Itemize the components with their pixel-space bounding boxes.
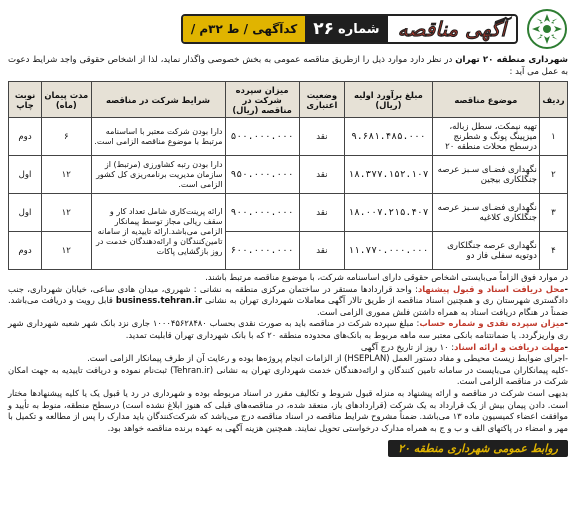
note-6: -کلیه پیمانکاران می‌بایست در سامانه تامین کنندگان و ارائه‌دهندگان خدمت شهرداری تهران به نشانی (Tehran.ir) ثبت‌نام نموده و دریافت تاییدیه به جهت امکان شرکت در مناقصه الزامی است. xyxy=(8,364,568,387)
cell-print: دوم xyxy=(9,118,42,156)
cell-estimate: ۹.۶۸۱.۴۸۵.۰۰۰ xyxy=(345,118,433,156)
cell-condition: ارائه پرینت‌کاری شامل تعداد کار و سقف ریالی مجاز توسط پیمانکار الزامی می‌باشد.ارائه تاییدیه از سامانه تامین‌کنندگان و ارائه‌دهندگان خدمت در روز بازگشایی پاکات xyxy=(91,194,225,270)
cell-credit: نقد xyxy=(299,156,344,194)
notice-number xyxy=(305,16,387,42)
cell-index: ۲ xyxy=(539,156,567,194)
cell-print: دوم xyxy=(9,232,42,270)
note-2 xyxy=(8,284,568,319)
note-3 xyxy=(8,318,568,341)
cell-duration: ۱۲ xyxy=(42,156,91,194)
col-print: نوبت چاپ xyxy=(9,82,42,118)
note-2-text: : واحد قراردادها مستقر در ساختمان مرکزی منطقه به نشانی : شهرری، میدان هادی ساعی، خیابان شهرداری، جنب دادگستری شهرستان ری و همچنین اسناد مناقصه از طریق تالار آگهی معاملات شهرداری تهران به نشانی xyxy=(8,283,568,306)
cell-estimate: ۱۸.۰۰۷.۲۱۵.۴۰۷ xyxy=(345,194,433,232)
table-row xyxy=(9,194,568,232)
bullet-icon: - xyxy=(564,318,568,329)
note-1: در موارد فوق الزاماً می‌بایستی اشخاص حقوقی دارای اساسنامه شرکت، با موضوع مناقصه مرتبط باشند. xyxy=(205,272,568,282)
note-4-label: مهلت دریافت و ارائه اسناد xyxy=(454,341,565,352)
footer-signature: روابط عمومی شهرداری منطقه ۲۰ xyxy=(388,440,568,457)
col-condition: شرایط شرکت در مناقصه xyxy=(91,82,225,118)
cell-deposit: ۹۵۰.۰۰۰.۰۰۰ xyxy=(225,156,299,194)
note-7: بدیهی است شرکت در مناقصه و ارائه پیشنهاد به منزله قبول شروط و تکالیف مقرر در اسناد مربوطه بوده و شهرداری در رد یا قبول یک یا کلیه پیشنهادها مختار است. دادن پیمان بیش از یک قرارداد به یک شرکت (قراردادهای باز، منعقد شده، در مناقصه‌های قبلی که هنوز ابلاغ نشده است) درسطح منطقه، منوط به تأیید و موافقت اعضاء کمیسیون ماده ۱۳ می‌باشد. ضمناً مشروح شرایط مناقصه در اسناد مناقصه درج می‌باشد که شرکت‌کنندگان باید مدارک را پس از مطالعه و تکمیل با مهر و امضاء در پاکتهای الف و ب و ج به همراه مدارک درخواستی تحویل نمایند. همچنین هزینه آگهی به عهده برنده مناقصه خواهد بود. xyxy=(8,387,569,433)
table-row xyxy=(9,118,568,156)
notes-section xyxy=(8,272,568,434)
notice-title: آگهی مناقصه xyxy=(388,17,516,41)
cell-deposit: ۶۰۰.۰۰۰.۰۰۰ xyxy=(225,232,299,270)
cell-print: اول xyxy=(9,194,42,232)
note-3-label: میزان سپرده نقدی و شماره حساب xyxy=(419,318,565,329)
footer xyxy=(8,437,568,457)
cell-index: ۴ xyxy=(539,232,567,270)
title-block xyxy=(8,14,518,44)
cell-deposit: ۵۰۰.۰۰۰.۰۰۰ xyxy=(225,118,299,156)
cell-deposit: ۹۰۰.۰۰۰.۰۰۰ xyxy=(225,194,299,232)
cell-duration: ۱۲ xyxy=(42,232,91,270)
cell-index: ۱ xyxy=(539,118,567,156)
intro-text: در نظر دارد موارد ذیل را ازطریق مناقصه عمومی به بخش خصوصی واگذار نماید، لذا از اشخاص حقوقی واجد شرایط دعوت به عمل می آید : xyxy=(8,55,568,77)
header xyxy=(8,6,568,52)
municipality-logo-icon xyxy=(526,8,568,50)
cell-credit: نقد xyxy=(299,194,344,232)
cell-duration: ۶ xyxy=(42,118,91,156)
cell-credit: نقد xyxy=(299,232,344,270)
note-2-tail: قابل رویت و دریافت می‌باشد. ضمناً در هنگام دریافت اسناد به همراه داشتن فلش مموری الزامی است. xyxy=(8,295,568,317)
cell-subject: نگهداری عرصه جنگلکاری دوتویه سفلی فاز دو xyxy=(432,232,539,270)
col-estimate: مبلغ برآورد اولیه (ریال) xyxy=(345,82,433,118)
cell-credit: نقد xyxy=(299,118,344,156)
col-subject: موضوع مناقصه xyxy=(432,82,539,118)
notice-code: کدآگهی / ط ۳۲م / xyxy=(183,16,305,42)
col-credit: وضعیت اعتباری xyxy=(299,82,344,118)
intro-paragraph xyxy=(8,54,568,78)
cell-estimate: ۱۸.۳۷۷.۱۵۲.۱۰۷ xyxy=(345,156,433,194)
col-deposit: میزان سپرده شرکت در مناقصه (ریال) xyxy=(225,82,299,118)
cell-subject: نگهداری فضـای سـبز عرصه جنگلکاری کلاغیه xyxy=(432,194,539,232)
note-3-text: : مبلغ سپرده شرکت در مناقصه باید به صورت نقدی بحساب ۱۰۰۰۴۵۶۲۸۴۸۰ جاری نزد بانک شهر شعبه شهرداری شهر ری واریزگردد. یا ضمانتنامه بانکی معتبر سه ماهه مربوط به بانک‌های محدوده منطقه ۲۰ که با بانک شهرداری تهران قابلیت تمدید. xyxy=(8,318,568,340)
intro-org: شهرداری منطقه ۲۰ تهران xyxy=(455,55,568,65)
cell-duration: ۱۲ xyxy=(42,194,91,232)
note-2-site: business.tehran.ir xyxy=(115,295,203,306)
number-value: ۲۶ xyxy=(313,19,335,39)
col-duration: مدت پیمان (ماه) xyxy=(42,82,91,118)
cell-condition: دارا بودن رتبه کشاورزی (مرتبط) از سازمان مدیریت برنامه‌ریزی کل کشور الزامی است. xyxy=(91,156,225,194)
table-row xyxy=(9,156,568,194)
cell-index: ۳ xyxy=(539,194,567,232)
cell-print: اول xyxy=(9,156,42,194)
cell-estimate: ۱۱.۷۷۰.۰۰۰.۰۰۰ xyxy=(345,232,433,270)
note-4 xyxy=(8,342,568,354)
cell-subject: نگهداری فضـای سـبز عرصه جنگلکاری بیجین xyxy=(432,156,539,194)
number-label: شماره xyxy=(338,21,380,37)
note-5: -اجرای ضوابط زیست محیطی و مفاد دستور العمل (HSEPLAN) از الزامات انجام پروژه‌ها بوده و رعایت آن از طرف پیمانکار الزامی است. xyxy=(87,353,568,364)
title-box xyxy=(181,14,518,44)
cell-condition: دارا بودن شرکت معتبر با اساسنامه مرتبط با موضوع مناقصه الزامی است. xyxy=(91,118,225,156)
table-header-row xyxy=(9,82,568,118)
bullet-icon: - xyxy=(564,341,568,352)
cell-subject: تهیه نیمکت، سطل زباله، میزپینگ پونگ و شطرنج درسطح محلات منطقه ۲۰ xyxy=(432,118,539,156)
note-4-text: : ۱۰ روز از تاریخ درج آگهی xyxy=(360,341,455,352)
bullet-icon: - xyxy=(564,283,568,294)
note-2-label: محل دریافت اسناد و قبول پیشنهاد xyxy=(417,283,565,294)
tender-table xyxy=(8,81,568,270)
col-index: ردیف xyxy=(539,82,567,118)
